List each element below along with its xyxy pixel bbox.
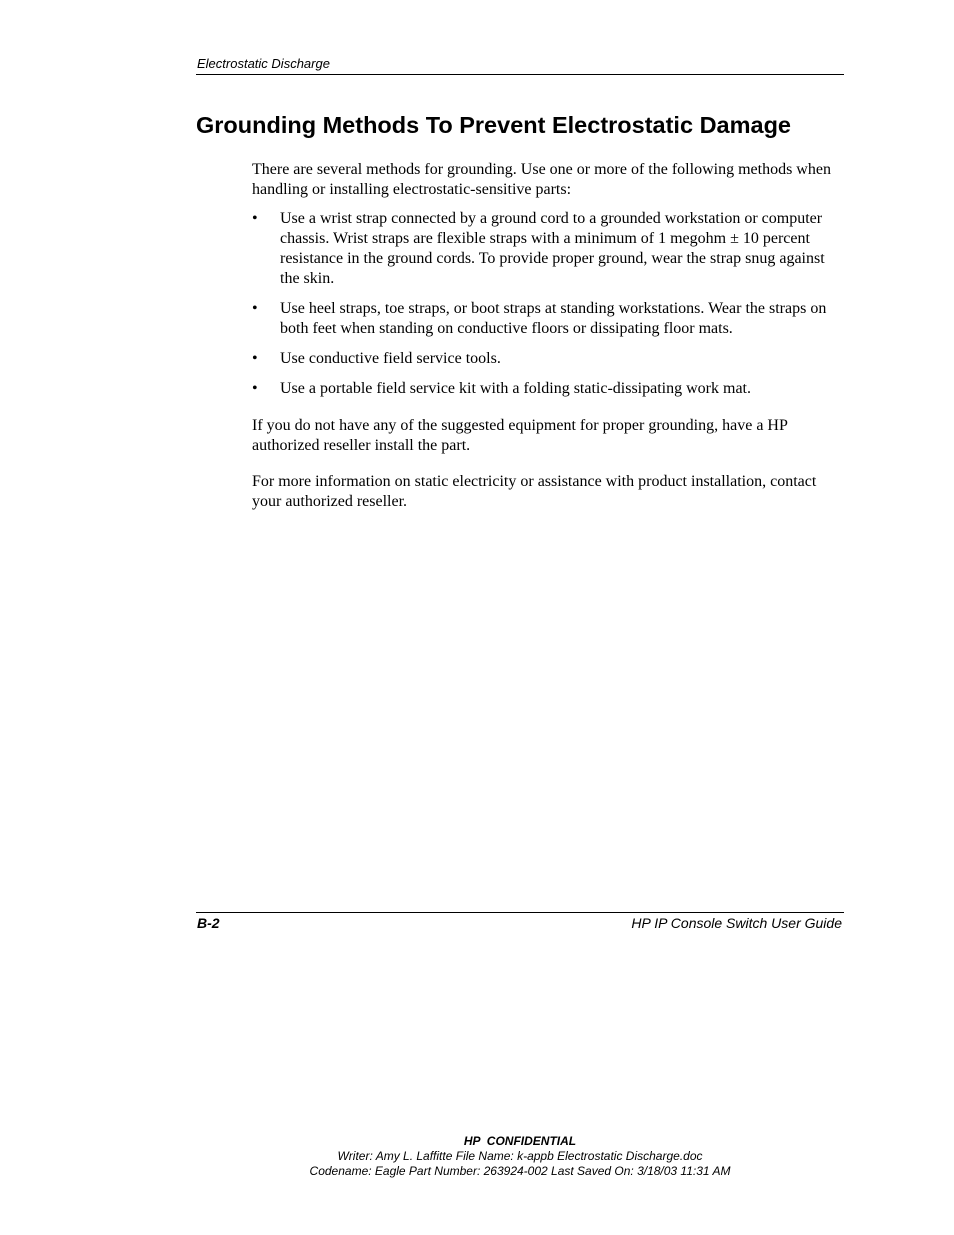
bullet-icon: •	[252, 210, 258, 227]
footer-rule	[196, 912, 844, 913]
more-info-paragraph: For more information on static electricity or assistance with product installation, contact your authorized reseller.	[252, 473, 817, 510]
list-item-text: Use a wrist strap connected by a ground cord to a grounded workstation or computer chassis. Wrist straps are flexible straps with a minimum of 1 megohm ± 10 percent resistance in the ground cords. To provide proper ground, wear the strap snug against the skin.	[280, 210, 825, 287]
list-item-text: Use conductive field service tools.	[280, 350, 501, 367]
bullet-icon: •	[252, 350, 258, 367]
page-number: B-2	[197, 915, 220, 931]
page-title: Grounding Methods To Prevent Electrostatic Damage	[196, 112, 791, 138]
confidential-block	[0, 1134, 954, 1179]
header-rule	[196, 74, 844, 75]
list-item	[252, 209, 842, 289]
list-item	[252, 349, 842, 369]
confidential-title: HP CONFIDENTIAL	[463, 1134, 577, 1148]
intro-paragraph: There are several methods for grounding. Use one or more of the following methods when handling or installing electrostatic-sensitive parts:	[252, 161, 831, 198]
bullet-icon: •	[252, 380, 258, 397]
guide-title: HP IP Console Switch User Guide	[631, 915, 842, 931]
list-item	[252, 379, 842, 399]
equipment-paragraph: If you do not have any of the suggested equipment for proper grounding, have a HP authorized reseller install the part.	[252, 417, 788, 454]
running-header: Electrostatic Discharge	[197, 56, 330, 71]
confidential-writer-line: Writer: Amy L. Laffitte File Name: k-appb Electrostatic Discharge.doc	[337, 1149, 703, 1163]
list-item-text: Use heel straps, toe straps, or boot straps at standing workstations. Wear the straps on both feet when standing on conductive floors or dissipating floor mats.	[280, 300, 827, 337]
confidential-codename-line: Codename: Eagle Part Number: 263924-002 Last Saved On: 3/18/03 11:31 AM	[309, 1164, 731, 1178]
list-item	[252, 299, 842, 339]
grounding-methods-list	[252, 209, 842, 409]
list-item-text: Use a portable field service kit with a folding static-dissipating work mat.	[280, 380, 751, 397]
bullet-icon: •	[252, 300, 258, 317]
